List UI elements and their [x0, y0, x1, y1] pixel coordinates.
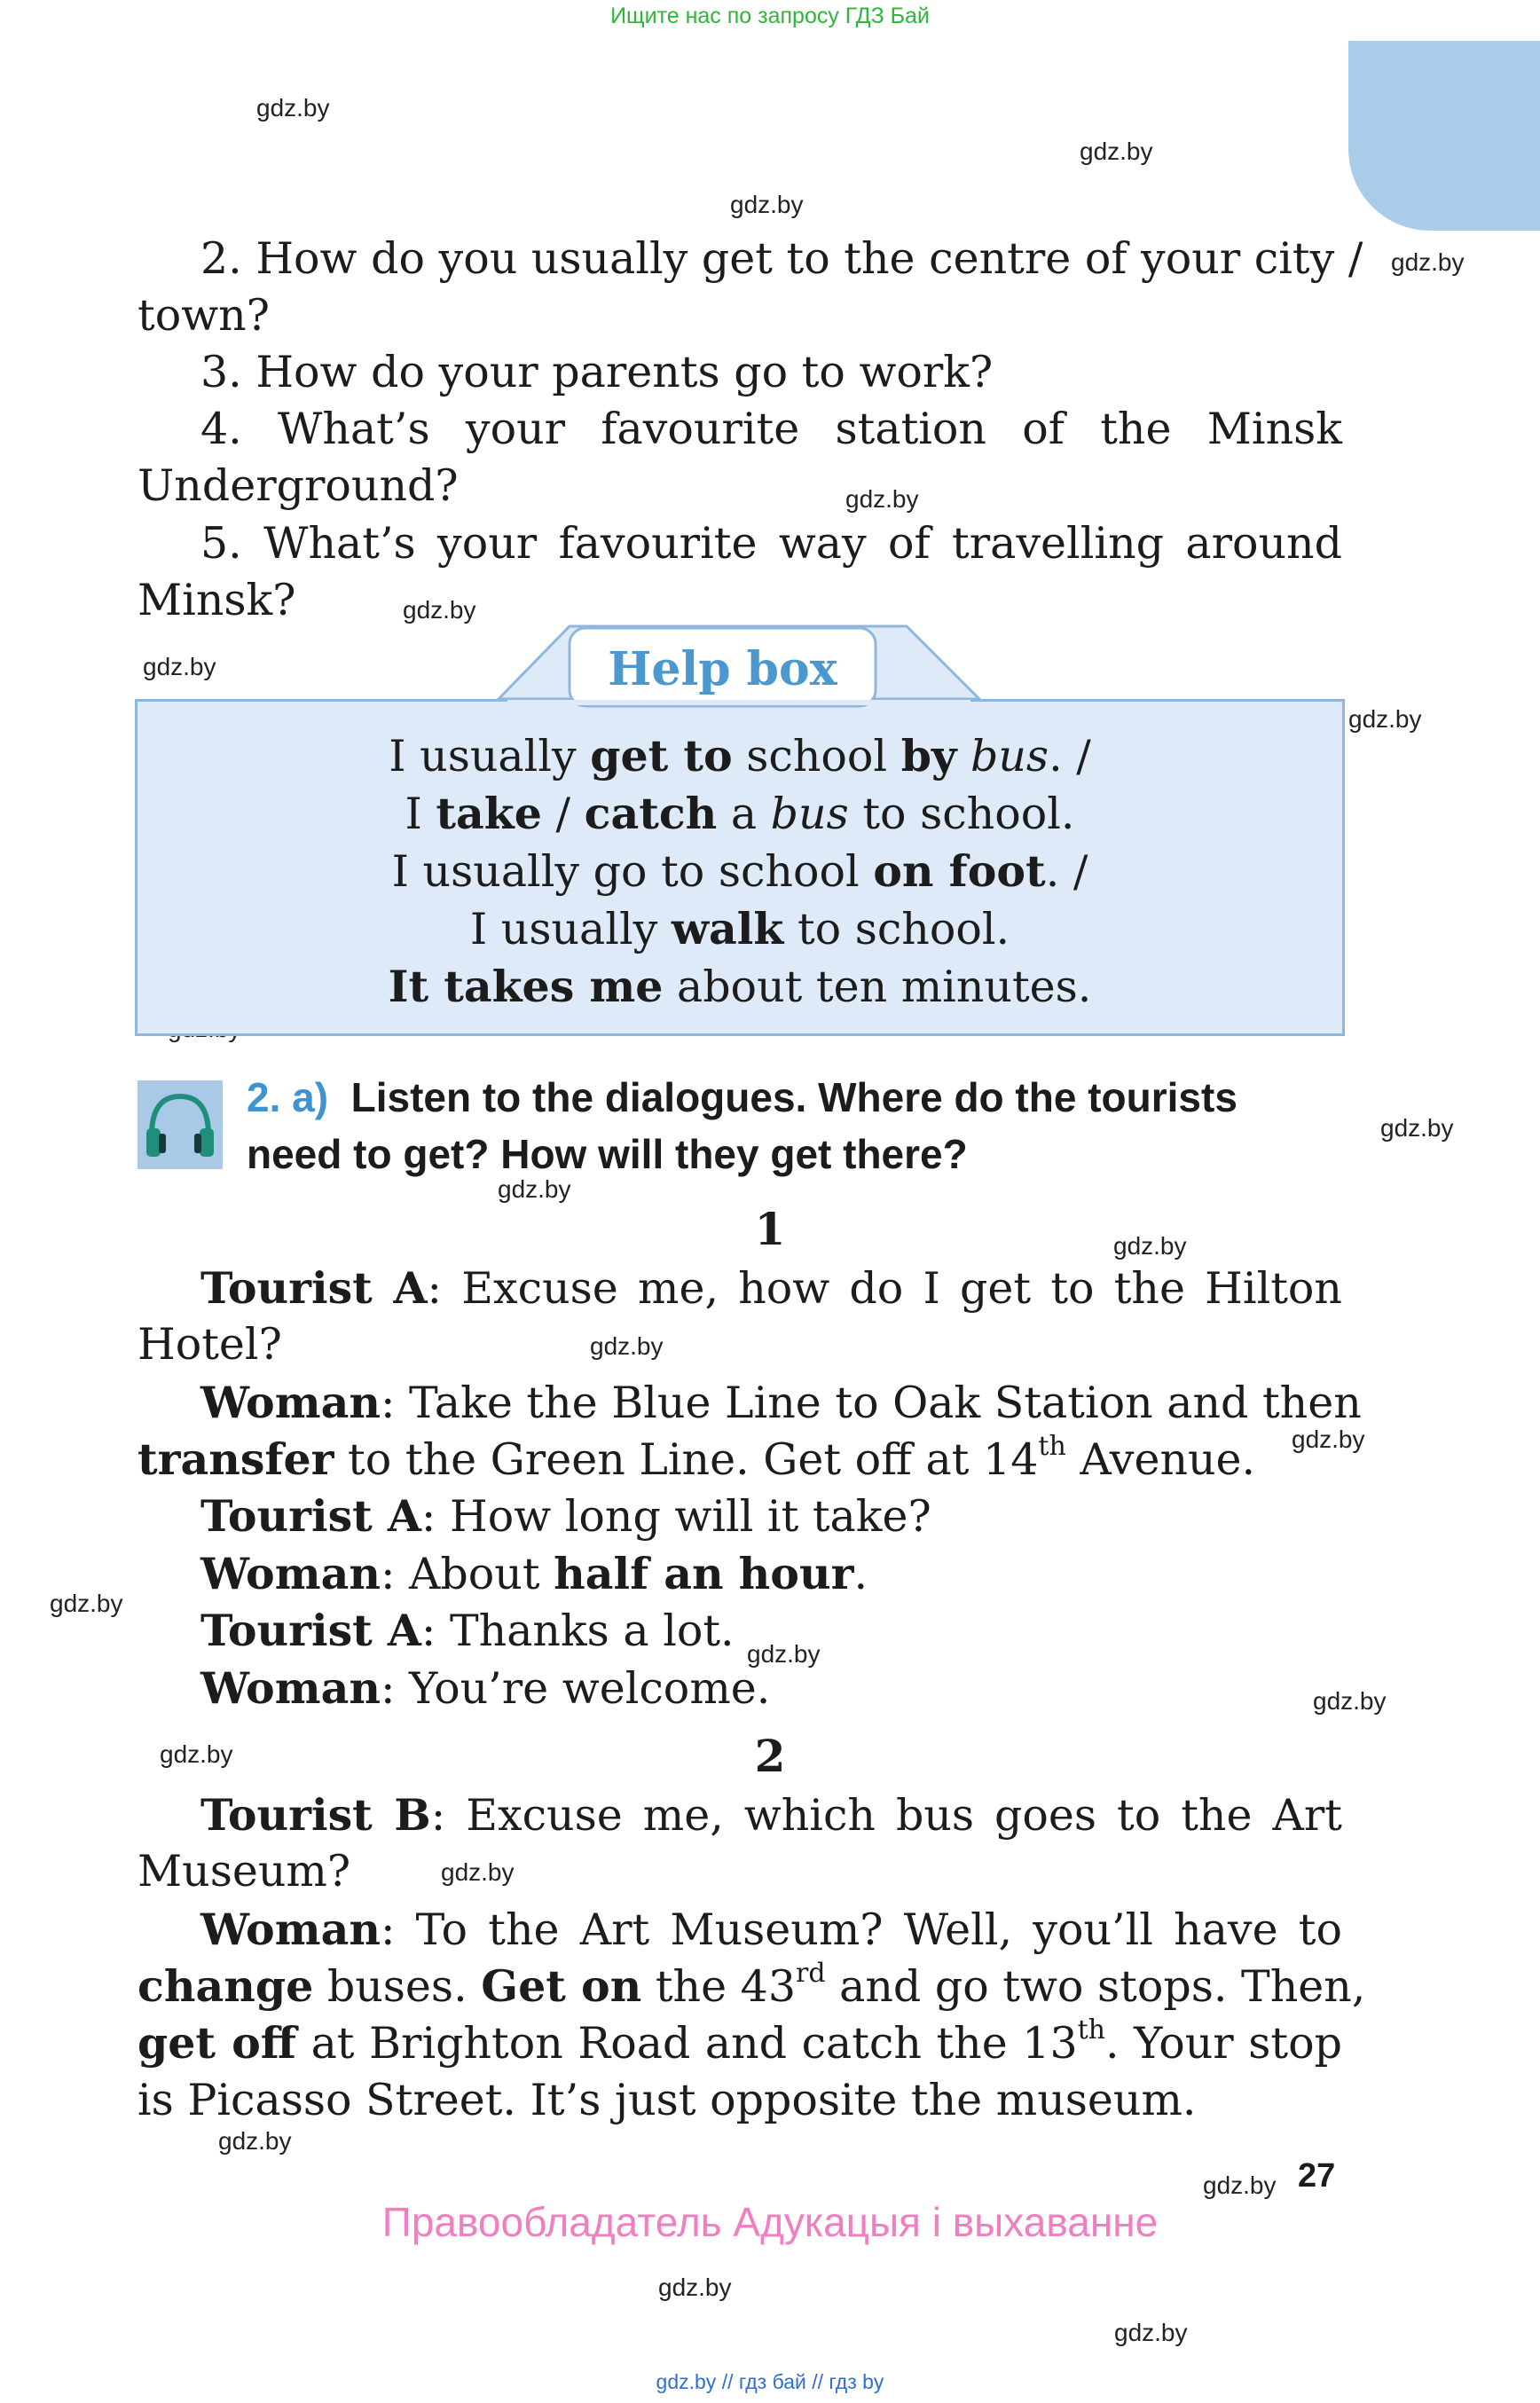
watermark: gdz.by [1348, 705, 1422, 733]
help-box-title: Help box [608, 642, 837, 696]
help-box [135, 621, 1343, 1034]
watermark: gdz.by [143, 653, 216, 680]
dialogue-2-line: get off at Brighton Road and catch the 13th. Your stop [138, 2014, 1342, 2069]
help-box-panel [135, 699, 1345, 1036]
watermark: gdz.by [1292, 1425, 1365, 1453]
watermark: gdz.by [1114, 2319, 1188, 2346]
corner-tab [1348, 41, 1540, 231]
dialogue-2-line: Woman: To the Art Museum? Well, you’ll have to [200, 1904, 1342, 1955]
watermark: gdz.by [1391, 248, 1465, 276]
watermark: gdz.by [218, 2127, 292, 2155]
dialogue-1-line: Hotel? [138, 1319, 282, 1370]
help-line-3: I usually go to school on foot. / [391, 845, 1088, 897]
question-5-cont: Minsk? [138, 575, 296, 625]
help-line-4: I usually walk to school. [469, 903, 1010, 954]
watermark: gdz.by [730, 191, 804, 218]
watermark: gdz.by [1080, 137, 1153, 165]
dialogue-number-1: 1 [754, 1203, 786, 1255]
dialogue-2-line: is Picasso Street. It’s just opposite the museum. [138, 2075, 1197, 2125]
dialogue-number-2: 2 [754, 1730, 786, 1782]
watermark: gdz.by [1203, 2171, 1277, 2199]
headphones-icon [138, 1080, 223, 1169]
question-5: 5. What’s your favourite way of travelling around [200, 518, 1342, 569]
watermark: gdz.by [498, 1175, 571, 1203]
dialogue-2-line: change buses. Get on the 43rd and go two stops. Then, [138, 1958, 1366, 2012]
watermark: gdz.by [256, 94, 330, 122]
help-line-1: I usually get to school by bus. / [389, 730, 1091, 781]
watermark: gdz.by [1113, 1232, 1187, 1260]
watermark: gdz.by [747, 1640, 821, 1668]
watermark: gdz.by [1313, 1687, 1387, 1715]
dialogue-2-line: Museum? [138, 1846, 351, 1896]
watermark: gdz.by [658, 2273, 732, 2301]
dialogue-1-line: transfer to the Green Line. Get off at 14th Avenue. [138, 1431, 1256, 1485]
question-2-cont: town? [138, 290, 270, 341]
watermark: gdz.by [590, 1332, 664, 1360]
question-4: 4. What’s your favourite station of the Minsk [200, 404, 1342, 454]
exercise-instruction-cont: need to get? How will they get there? [247, 1131, 968, 1177]
rights-holder: Правообладатель Адукацыя і выхаванне [381, 2199, 1159, 2245]
exercise-instruction: 2. a) Listen to the dialogues. Where do the tourists [247, 1074, 1238, 1120]
help-line-5: It takes me about ten minutes. [388, 961, 1092, 1012]
dialogue-1-line: Tourist A: Thanks a lot. [200, 1605, 735, 1656]
page-number: 27 [1298, 2157, 1336, 2195]
dialogue-1-line: Woman: Take the Blue Line to Oak Station and then [200, 1377, 1362, 1428]
dialogue-1-line: Tourist A: Excuse me, how do I get to the Hilton [200, 1262, 1342, 1314]
question-3: 3. How do your parents go to work? [200, 347, 994, 397]
dialogue-1-line: Tourist A: How long will it take? [200, 1490, 931, 1542]
help-line-2: I take / catch a bus to school. [405, 788, 1075, 839]
watermark: gdz.by [160, 1740, 233, 1768]
bottom-links[interactable]: gdz.by // гдз бай // гдз by [656, 2370, 884, 2393]
exercise-number: 2. a) [247, 1074, 329, 1120]
watermark: gdz.by [845, 485, 919, 513]
watermark: gdz.by [403, 596, 476, 624]
watermark: gdz.by [441, 1858, 515, 1886]
dialogue-2-line: Tourist B: Excuse me, which bus goes to the Art [200, 1789, 1342, 1841]
question-2: 2. How do you usually get to the centre of your city / [200, 233, 1363, 284]
dialogue-1-line: Woman: You’re welcome. [200, 1662, 771, 1714]
watermark: gdz.by [50, 1590, 123, 1617]
watermark: gdz.by [1380, 1114, 1454, 1142]
question-4-cont: Underground? [138, 460, 459, 511]
top-banner[interactable]: Ищите нас по запросу ГДЗ Бай [610, 4, 930, 28]
dialogue-1-line: Woman: About half an hour. [200, 1548, 868, 1599]
